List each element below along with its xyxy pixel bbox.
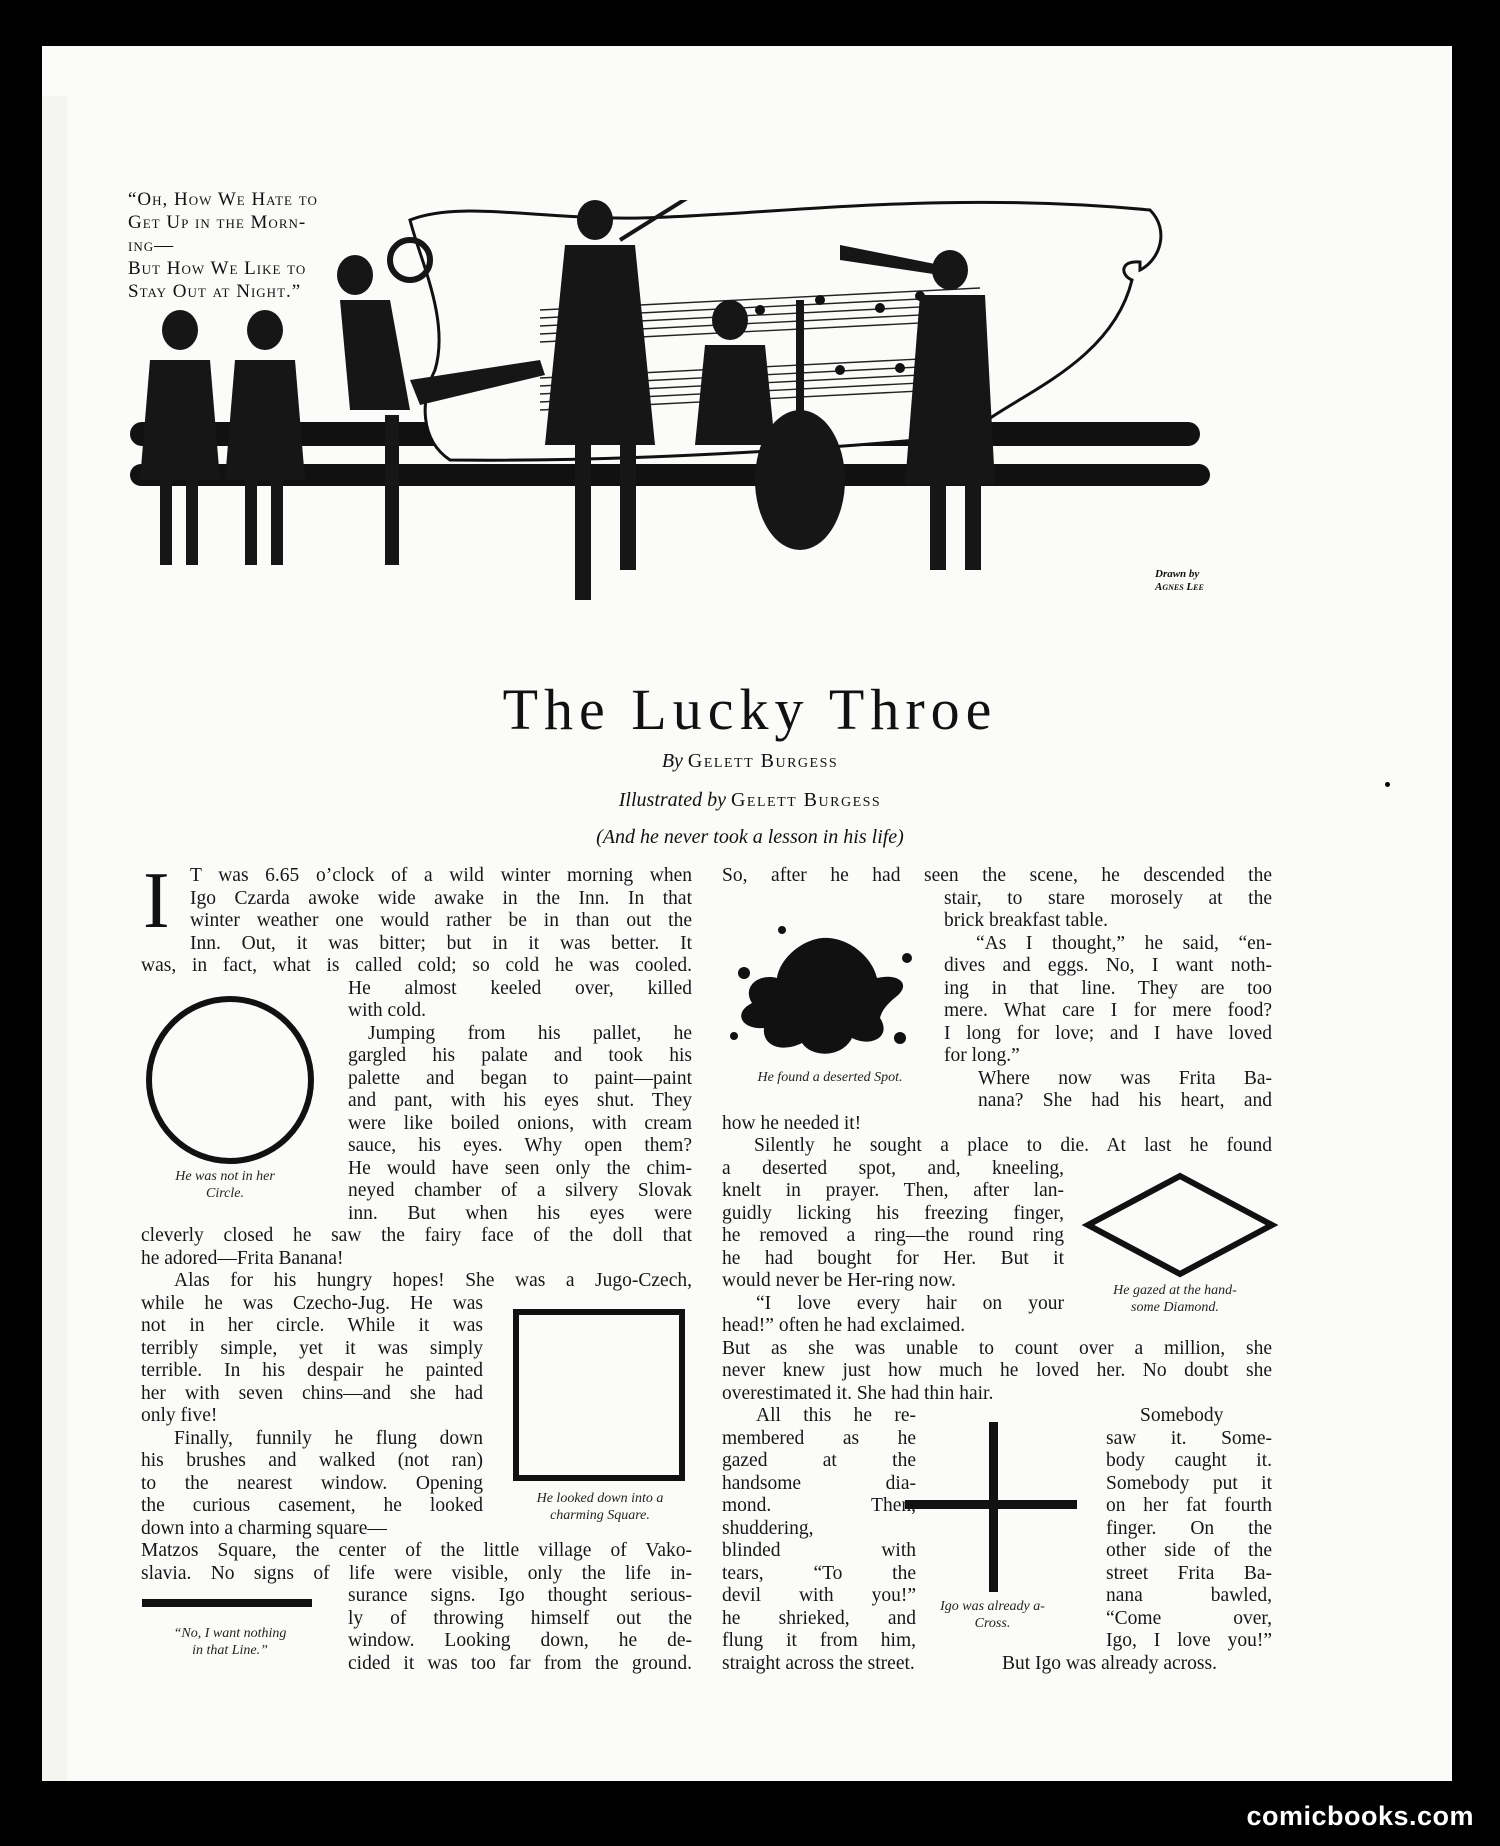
text-line: Inn. Out, it was bitter; but in it was better. It (190, 933, 692, 954)
text-line: gargled his palate and took his (348, 1045, 692, 1066)
text-line: Somebody put it (1106, 1473, 1272, 1494)
text-line: terribly simple, yet it was simply (141, 1338, 483, 1359)
text-line: overestimated it. She had thin hair. (722, 1383, 994, 1404)
text-line: slavia. No signs of life were visible, only the life in- (141, 1563, 692, 1584)
article-title: The Lucky Throe (502, 677, 998, 742)
caption-line: Cross. (974, 1616, 1011, 1631)
text-line: Finally, funnily he flung down (174, 1428, 483, 1449)
text-line: the curious casement, he looked (141, 1495, 483, 1516)
text-line: Matzos Square, the center of the little village of Vako- (141, 1540, 692, 1561)
text-line: Igo, I love you!” (1106, 1630, 1272, 1651)
caption-line: in that Line.” (192, 1643, 268, 1658)
song-caption-line: ing— (128, 235, 175, 256)
credit-line: Drawn by (1155, 568, 1200, 580)
text-line: ing in that line. They are too (944, 978, 1272, 999)
text-line: flung it from him, (722, 1630, 916, 1651)
text-line: shuddering, (722, 1518, 814, 1539)
text-line: “Come over, (1106, 1608, 1272, 1629)
text-line: sauce, his eyes. Why open them? (348, 1135, 692, 1156)
text-line: finger. On the (1106, 1518, 1272, 1539)
text-line: while he was Czecho-Jug. He was (141, 1293, 483, 1314)
band-illustration (120, 200, 1280, 650)
text-line: All this he re- (756, 1405, 916, 1426)
text-line: down into a charming square— (141, 1518, 387, 1539)
text-line: for long.” (944, 1045, 1020, 1066)
text-line: But Igo was already across. (1002, 1653, 1217, 1674)
text-line: ly of throwing himself out the (348, 1608, 692, 1629)
author-name: Gelett Burgess (687, 750, 839, 772)
text-line: tears, “To the (722, 1563, 916, 1584)
illustrator-credit (1155, 568, 1265, 594)
text-line: surance signs. Igo thought serious- (348, 1585, 692, 1606)
text-line: saw it. Some- (1106, 1428, 1272, 1449)
caption-line: charming Square. (550, 1508, 650, 1523)
text-line: mond. Then, (722, 1495, 916, 1516)
byline (0, 750, 1500, 773)
caption-line: some Diamond. (1131, 1300, 1219, 1315)
song-caption-line: Stay Out at Night.” (128, 281, 302, 302)
text-line: was, in fact, what is called cold; so cold he was cooled. (141, 955, 692, 976)
byline-prefix: By (661, 750, 683, 772)
text-line: with cold. (348, 1000, 426, 1021)
text-line: handsome dia- (722, 1473, 916, 1494)
illustrator-line (0, 789, 1500, 812)
caption-line: He looked down into a (536, 1491, 664, 1506)
line-caption (135, 1625, 325, 1659)
text-line: nana? She had his heart, and (978, 1090, 1272, 1111)
ink-speck (10, 534, 14, 538)
text-line: brick breakfast table. (944, 910, 1109, 931)
text-line: So, after he had seen the scene, he descended the (722, 865, 1272, 886)
text-line: cided it was too far from the ground. (348, 1653, 692, 1674)
text-line: terrible. In his despair he painted (141, 1360, 483, 1381)
song-caption-line: But How We Like to (128, 258, 307, 279)
text-line: cleverly closed he saw the fairy face of the doll that (141, 1225, 692, 1246)
text-line: were like boiled onions, with cream (348, 1113, 692, 1134)
text-line: head!” often he had exclaimed. (722, 1315, 966, 1336)
text-line: he adored—Frita Banana! (141, 1248, 344, 1269)
text-line: Jumping from his pallet, he (368, 1023, 692, 1044)
text-line: knelt in prayer. Then, after lan- (722, 1180, 1064, 1201)
text-line: body caught it. (1106, 1450, 1272, 1471)
text-line: Alas for his hungry hopes! She was a Jugo-Czech, (174, 1270, 692, 1291)
drop-cap: I (143, 857, 170, 945)
text-line: a deserted spot, and, kneeling, (722, 1158, 1064, 1179)
text-line: membered as he (722, 1428, 916, 1449)
text-line: his brushes and walked (not ran) (141, 1450, 483, 1471)
text-line: only five! (141, 1405, 218, 1426)
caption-line: Igo was already a- (940, 1599, 1045, 1614)
square-figure (512, 1308, 688, 1484)
ink-speck (1385, 782, 1390, 787)
text-line: devil with you!” (722, 1585, 916, 1606)
text-line: Igo Czarda awoke wide awake in the Inn. In that (190, 888, 692, 909)
text-line: Somebody (1140, 1405, 1224, 1426)
text-line: neyed chamber of a silvery Slovak (348, 1180, 692, 1201)
text-line: stair, to stare morosely at the (944, 888, 1272, 909)
text-line: on her fat fourth (1106, 1495, 1272, 1516)
cross-figure (905, 1422, 1080, 1602)
text-line: winter weather one would rather be in than out the (190, 910, 692, 931)
text-line: would never be Her-ring now. (722, 1270, 956, 1291)
text-line: gazed at the (722, 1450, 916, 1471)
text-line: window. Looking down, he de- (348, 1630, 692, 1651)
text-line: Where now was Frita Ba- (978, 1068, 1272, 1089)
text-line: T was 6.65 o’clock of a wild winter morning when (190, 865, 692, 886)
illustrated-prefix: Illustrated by (618, 789, 726, 811)
text-line: street Frita Ba- (1106, 1563, 1272, 1584)
illustrator-name: Gelett Burgess (730, 789, 882, 811)
circle-figure (140, 990, 320, 1170)
caption-line: He gazed at the hand- (1113, 1283, 1237, 1298)
text-line: dives and eggs. No, I want noth- (944, 955, 1272, 976)
text-line: inn. But when his eyes were (348, 1203, 692, 1224)
text-line: palette and began to paint—paint (348, 1068, 692, 1089)
diamond-figure (1080, 1170, 1280, 1280)
text-line: other side of the (1106, 1540, 1272, 1561)
text-line: He almost keeled over, killed (348, 978, 692, 999)
song-caption-line: “Oh, How We Hate to (128, 189, 318, 210)
text-line: her with seven chins—and she had (141, 1383, 483, 1404)
text-line: he removed a ring—the round ring (722, 1225, 1064, 1246)
text-line: never knew just how much he loved her. No doubt she (722, 1360, 1272, 1381)
text-line: not in her circle. While it was (141, 1315, 483, 1336)
diamond-caption (1060, 1282, 1290, 1316)
cross-caption (905, 1598, 1080, 1632)
spot-caption (715, 1069, 945, 1086)
song-caption-line: Get Up in the Morn- (128, 212, 307, 233)
subtitle-note: (And he never took a lesson in his life) (596, 826, 904, 848)
text-line: “As I thought,” he said, “en- (976, 933, 1272, 954)
facing-page-edge (42, 96, 67, 1781)
spot-figure (722, 918, 922, 1068)
text-line: nana bawled, (1106, 1585, 1272, 1606)
text-line: He would have seen only the chim- (348, 1158, 692, 1179)
text-line: But as she was unable to count over a million, she (722, 1338, 1272, 1359)
text-line: “I love every hair on your (756, 1293, 1064, 1314)
caption-line: “No, I want nothing (173, 1626, 287, 1641)
text-line: he had bought for Her. But it (722, 1248, 1064, 1269)
caption-line: He was not in her (175, 1169, 275, 1184)
caption-line: Circle. (206, 1186, 244, 1201)
text-line: he shrieked, and (722, 1608, 916, 1629)
text-line: Silently he sought a place to die. At last he found (754, 1135, 1272, 1156)
text-line: and pant, with his eyes shut. They (348, 1090, 692, 1111)
watermark: comicbooks.com (1246, 1801, 1474, 1831)
caption-line: He found a deserted Spot. (757, 1070, 903, 1085)
text-line: mere. What care I for mere food? (944, 1000, 1272, 1021)
credit-line: Agnes Lee (1155, 581, 1204, 593)
text-line: guidly licking his freezing finger, (722, 1203, 1064, 1224)
text-line: blinded with (722, 1540, 916, 1561)
square-caption (505, 1490, 695, 1524)
text-line: to the nearest window. Opening (141, 1473, 483, 1494)
text-line: I long for love; and I have loved (944, 1023, 1272, 1044)
text-line: straight across the street. (722, 1653, 915, 1674)
text-line: how he needed it! (722, 1113, 862, 1134)
circle-caption (150, 1168, 300, 1202)
line-figure (142, 1598, 312, 1610)
